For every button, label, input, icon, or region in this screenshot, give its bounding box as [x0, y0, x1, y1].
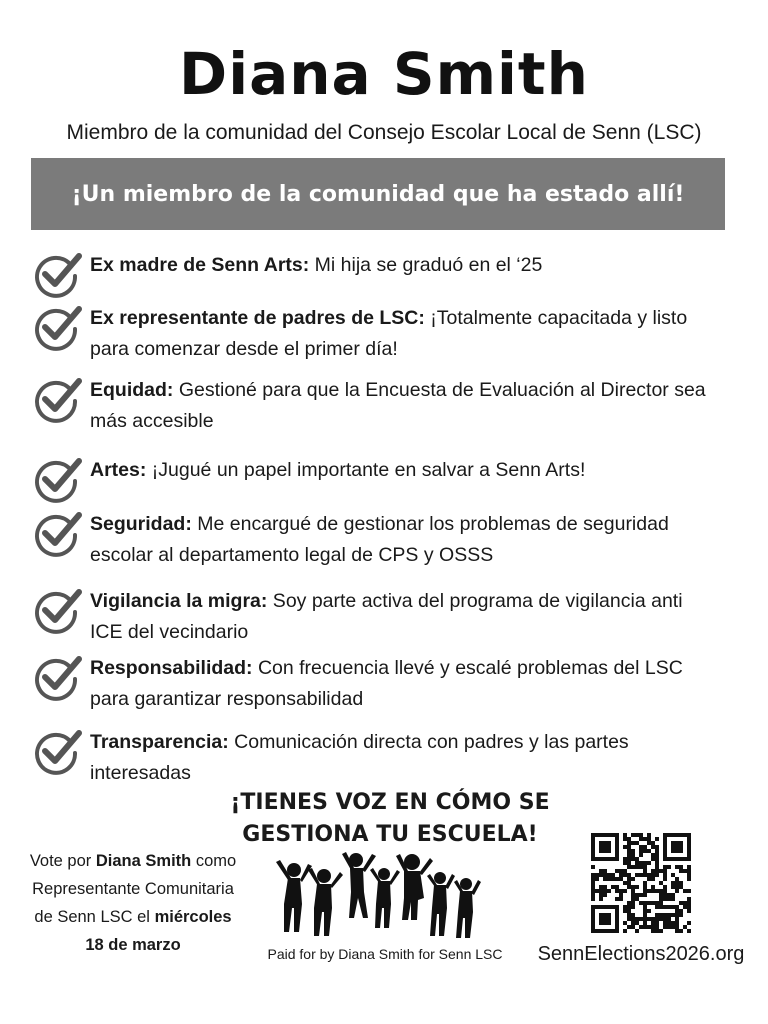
vote-date: miércoles 18 de marzo: [85, 908, 232, 954]
vote-middle: como Representante Comunitaria de Senn LSC el: [32, 852, 237, 926]
vote-prefix: Vote por: [29, 852, 96, 870]
qualification-text: [90, 250, 710, 281]
candidate-name: Diana Smith: [179, 40, 589, 108]
banner-text: ¡Un miembro de la comunidad que ha estado allí!: [71, 181, 685, 207]
check-circle-icon: [32, 375, 82, 425]
qr-code-icon[interactable]: [591, 833, 691, 933]
jumping-children-icon: [272, 848, 484, 944]
qualification-text: [90, 653, 710, 715]
qualification-description: Gestioné para que la Encuesta de Evaluación al Director sea más accesible: [90, 379, 706, 432]
website-link[interactable]: SennElections2026.org: [537, 943, 745, 965]
qualification-description: Mi hija se graduó en el ‘25: [309, 254, 543, 276]
qualification-label: Ex madre de Senn Arts:: [90, 254, 310, 276]
cta-line-1: ¡TIENES VOZ EN CÓMO SE: [230, 790, 550, 815]
qualification-text: [90, 586, 710, 648]
check-circle-icon: [32, 455, 82, 505]
qualification-label: Vigilancia la migra:: [90, 590, 268, 612]
qualification-description: ¡Totalmente capacitada y listo para comenzar desde el primer día!: [90, 307, 688, 360]
qualification-text: [90, 375, 710, 437]
qualification-text: [90, 727, 710, 789]
vote-name: Diana Smith: [95, 852, 192, 870]
check-circle-icon: [32, 250, 82, 300]
cta-line-2: GESTIONA TU ESCUELA!: [242, 822, 538, 847]
qualification-description: Soy parte activa del programa de vigilancia anti ICE del vecindario: [90, 590, 683, 643]
qualification-label: Ex representante de padres de LSC:: [90, 307, 425, 329]
qualification-label: Equidad:: [90, 379, 174, 401]
vote-message: [28, 847, 238, 959]
qualification-description: ¡Jugué un papel importante en salvar a Senn Arts!: [146, 459, 586, 481]
check-circle-icon: [32, 509, 82, 559]
qualification-text: [90, 509, 710, 571]
qualification-description: Me encargué de gestionar los problemas de seguridad escolar al departamento legal de CPS y OSSS: [90, 513, 669, 566]
check-circle-icon: [32, 303, 82, 353]
qualification-text: [90, 303, 710, 365]
qualification-description: Con frecuencia llevé y escalé problemas del LSC para garantizar responsabilidad: [90, 657, 683, 710]
qualification-label: Seguridad:: [90, 513, 192, 535]
banner: [31, 158, 725, 230]
qualification-label: Artes:: [90, 459, 147, 481]
check-circle-icon: [32, 653, 82, 703]
qualification-label: Transparencia:: [90, 731, 229, 753]
qualification-description: Comunicación directa con padres y las partes interesadas: [90, 731, 629, 784]
paid-for-disclaimer: Paid for by Diana Smith for Senn LSC: [267, 946, 503, 962]
call-to-action: [190, 787, 590, 851]
qualification-text: [90, 455, 710, 486]
check-circle-icon: [32, 727, 82, 777]
qualification-label: Responsabilidad:: [90, 657, 253, 679]
subtitle: Miembro de la comunidad del Consejo Escolar Local de Senn (LSC): [66, 121, 702, 144]
check-circle-icon: [32, 586, 82, 636]
